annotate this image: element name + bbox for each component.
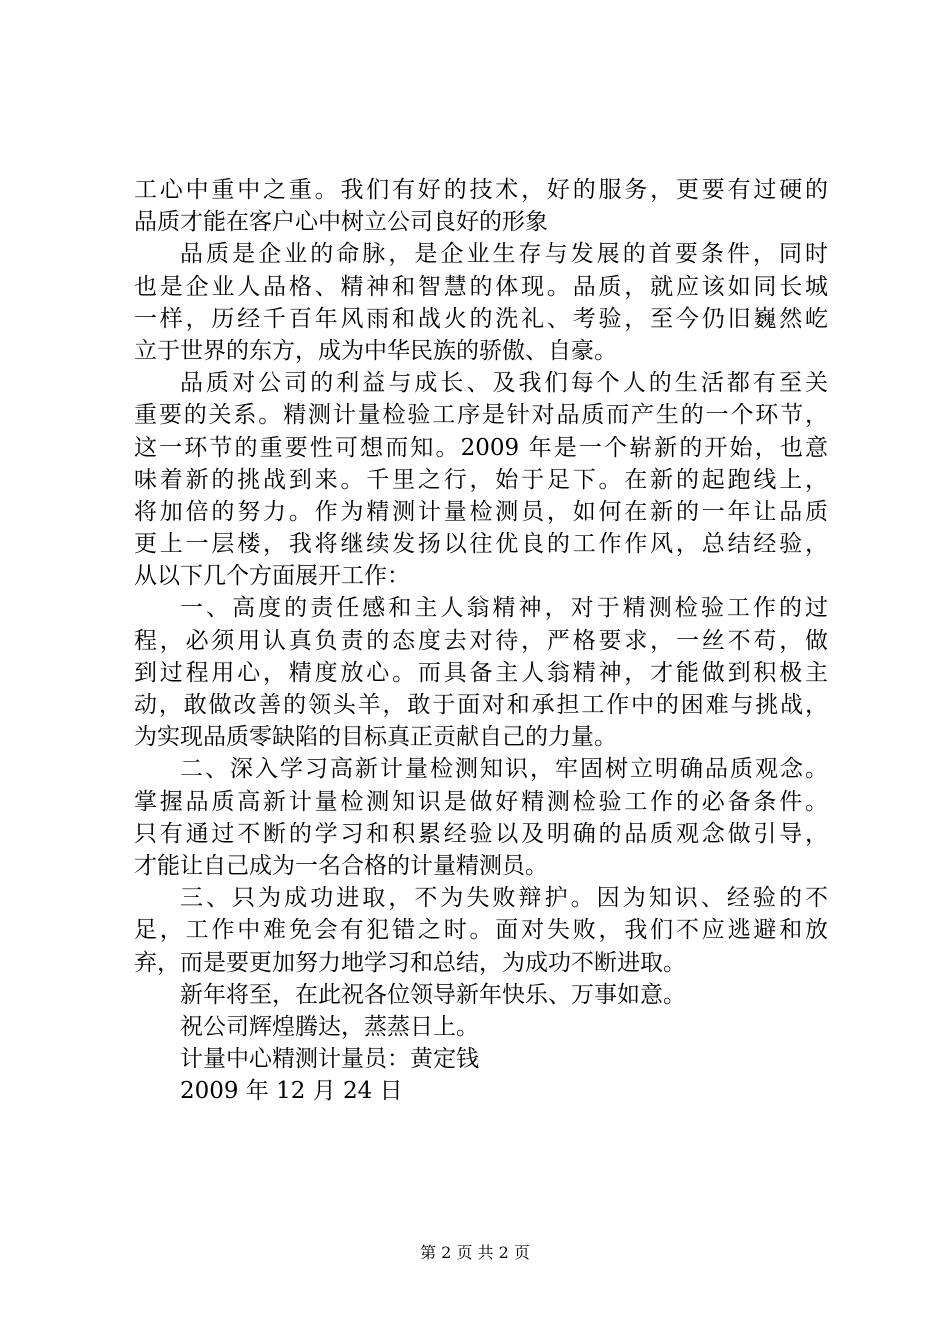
text-line: 三、只为成功进取，不为失败辩护。因为知识、经验的不 [180, 885, 828, 912]
text-line: 一样，历经千百年风雨和战火的洗礼、考验，至今仍旧巍然屹 [134, 305, 828, 332]
text-line: 一、高度的责任感和主人翁精神，对于精测检验工作的过 [180, 595, 828, 622]
text-line: 动，敢做改善的领头羊，敢于面对和承担工作中的困难与挑战， [134, 692, 828, 718]
text-line: 这一环节的重要性可想而知。2009 年是一个崭新的开始，也意 [134, 434, 828, 461]
text-line: 工心中重中之重。我们有好的技术，好的服务，更要有过硬的 [134, 177, 828, 203]
text-line: 从以下几个方面展开工作： [134, 563, 410, 590]
text-line: 将加倍的努力。作为精测计量检测员，如何在新的一年让品质 [134, 498, 828, 525]
text-line: 品质才能在客户心中树立公司良好的形象 [134, 209, 548, 236]
document-body [134, 174, 828, 1107]
text-line: 为实现品质零缺陷的目标真正贡献自己的力量。 [134, 724, 617, 751]
text-line: 程，必须用认真负责的态度去对待，严格要求，一丝不苟，做 [134, 627, 828, 654]
text-line: 品质对公司的利益与成长、及我们每个人的生活都有至关 [180, 370, 828, 397]
text-line: 弃，而是要更加努力地学习和总结，为成功不断进取。 [134, 949, 686, 976]
text-line: 才能让自己成为一名合格的计量精测员。 [134, 852, 548, 879]
text-line: 新年将至，在此祝各位领导新年快乐、万事如意。 [180, 981, 686, 1008]
text-line: 到过程用心，精度放心。而具备主人翁精神，才能做到积极主 [134, 659, 828, 686]
text-line: 掌握品质高新计量检测知识是做好精测检验工作的必备条件。 [134, 788, 828, 815]
text-line: 味着新的挑战到来。千里之行，始于足下。在新的起跑线上， [134, 466, 828, 493]
text-line: 足，工作中难免会有犯错之时。面对失败，我们不应逃避和放 [134, 917, 828, 944]
text-line: 立于世界的东方，成为中华民族的骄傲、自豪。 [134, 337, 617, 364]
text-line: 2009 年 12 月 24 日 [180, 1078, 403, 1105]
text-line: 祝公司辉煌腾达，蒸蒸日上。 [180, 1013, 479, 1040]
text-line: 二、深入学习高新计量检测知识，牢固树立明确品质观念。 [180, 756, 828, 783]
text-line: 更上一层楼，我将继续发扬以往优良的工作作风，总结经验， [134, 531, 828, 558]
text-line: 品质是企业的命脉，是企业生存与发展的首要条件，同时 [180, 241, 828, 268]
page-footer: 第 2 页 共 2 页 [420, 1243, 530, 1262]
text-line: 重要的关系。精测计量检验工序是针对品质而产生的一个环节， [134, 402, 828, 429]
text-line: 只有通过不断的学习和积累经验以及明确的品质观念做引导， [134, 820, 828, 847]
text-line: 计量中心精测计量员：黄定钱 [180, 1046, 479, 1073]
text-line: 也是企业人品格、精神和智慧的体现。品质，就应该如同长城 [134, 273, 828, 300]
